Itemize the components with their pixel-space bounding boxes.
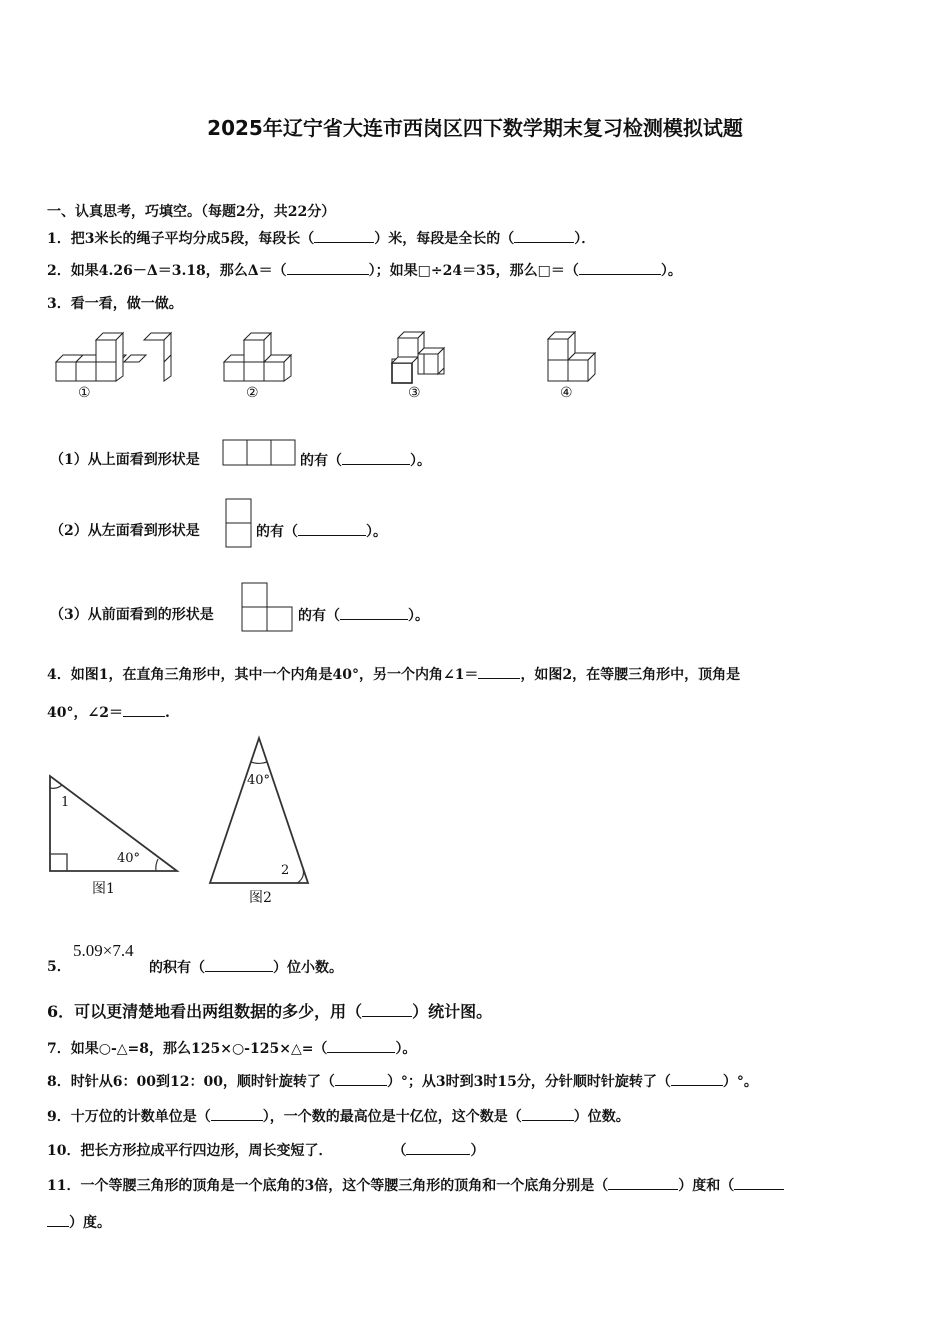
figure-label-4: ④ (560, 385, 573, 401)
q2-text-b: ）；如果□÷24＝35，那么□＝（ (368, 263, 579, 279)
q1-text-b: ）米，每段是全长的（ (374, 231, 515, 247)
q11-text-b: ）度和（ (678, 1178, 735, 1194)
q1-text-c: ）． (574, 231, 596, 247)
question-4-line-1 (47, 664, 740, 685)
top-view-shape (222, 439, 298, 467)
q10-text-a: 10．把长方形拉成平行四边形，周长变短了． (47, 1143, 333, 1159)
question-3: 3．看一看，做一做。 (47, 296, 183, 312)
question-1 (47, 228, 595, 249)
q8-text-c: ）°。 (722, 1074, 758, 1090)
question-11-line-1 (47, 1175, 784, 1196)
section-heading: 一、认真思考，巧填空。（每题2分，共22分） (47, 204, 336, 220)
figure-1-caption: 图1 (92, 881, 115, 897)
figure-1-right-triangle (44, 770, 184, 876)
figure-label-3: ③ (408, 385, 421, 401)
q8-blank-2[interactable] (671, 1071, 723, 1086)
q3-1-text-c: ）。 (410, 453, 431, 469)
q9-text-a: 9．十万位的计数单位是（ (47, 1109, 211, 1125)
q11-blank-1[interactable] (608, 1175, 678, 1190)
q2-text-a: 2．如果4.26－Δ＝3.18，那么Δ＝（ (47, 263, 287, 279)
question-8 (47, 1071, 758, 1092)
q4-text-d: . (164, 705, 170, 721)
q3-2-text-c: ）。 (366, 524, 387, 540)
q4-text-b: ，如图2，在等腰三角形中，顶角是 (520, 667, 741, 683)
q5-number: 5． (47, 959, 71, 975)
cube-figure-4 (548, 332, 595, 381)
q1-blank-2[interactable] (514, 228, 574, 243)
q6-text-a: 6．可以更清楚地看出两组数据的多少，用（ (47, 1002, 363, 1021)
q10-text-c: ） (470, 1143, 485, 1159)
q8-text-a: 8．时针从6：00到12：00，顺时针旋转了（ (47, 1074, 335, 1090)
question-10 (47, 1140, 484, 1161)
q10-blank[interactable] (406, 1140, 470, 1155)
figure-label-1: ① (78, 385, 91, 401)
cube-figure-1 (56, 333, 171, 381)
q5-blank[interactable] (205, 957, 273, 972)
figure-1-angle-40-label: 40° (117, 851, 141, 866)
q3-1-text-b: 的有（ (300, 453, 342, 469)
cube-figures (48, 330, 608, 410)
q11-blank-2a[interactable] (734, 1175, 784, 1190)
q4-blank-2[interactable] (123, 702, 165, 717)
q6-text-b: ）统计图。 (412, 1002, 493, 1021)
q9-text-b: ），一个数的最高位是十亿位，这个数是（ (262, 1109, 522, 1125)
q5-expression: 5.09×7.4 (73, 941, 134, 960)
q8-text-b: ）°；从3时到3时15分，分针顺时针旋转了（ (386, 1074, 671, 1090)
left-view-shape (225, 498, 253, 550)
q4-text-a: 4．如图1，在直角三角形中，其中一个内角是40°，另一个内角∠1＝ (47, 667, 479, 683)
question-7 (47, 1038, 416, 1059)
q9-text-c: ）位数。 (573, 1109, 630, 1125)
question-3-1-answer (300, 450, 431, 471)
question-6 (47, 1002, 492, 1022)
q2-text-c: ）。 (660, 263, 682, 279)
q2-blank-1[interactable] (287, 260, 369, 275)
q9-blank-1[interactable] (211, 1106, 263, 1121)
cube-figure-2 (224, 333, 291, 381)
question-3-1-text: （1）从上面看到形状是 (50, 452, 200, 468)
q2-blank-2[interactable] (579, 260, 661, 275)
q9-blank-2[interactable] (522, 1106, 574, 1121)
front-view-shape (241, 582, 295, 634)
q1-text-a: 1．把3米长的绳子平均分成5段，每段长（ (47, 231, 315, 247)
figure-2-apex-angle-label: 40° (247, 773, 271, 788)
question-3-3-answer (298, 605, 429, 626)
page-title: 2025年辽宁省大连市西岗区四下数学期末复习检测模拟试题 (207, 116, 743, 140)
q7-blank[interactable] (327, 1038, 395, 1053)
figure-2-angle-2-label: 2 (281, 863, 290, 878)
q6-blank[interactable] (362, 1002, 412, 1017)
figure-1-angle-1-label: 1 (61, 795, 70, 810)
q4-blank-1[interactable] (478, 664, 520, 679)
question-11-line-2 (47, 1212, 111, 1233)
q4-text-c: 40°，∠2＝ (47, 705, 123, 721)
q11-text-c: ）度。 (69, 1215, 111, 1231)
q5-text-b: ）位小数。 (273, 960, 343, 976)
q5-text-a: 的积有（ (149, 960, 205, 976)
q1-blank-1[interactable] (314, 228, 374, 243)
q3-3-text-c: ）。 (408, 608, 429, 624)
question-2 (47, 260, 682, 281)
q11-blank-2b[interactable] (47, 1212, 69, 1227)
question-3-2-text: （2）从左面看到形状是 (50, 523, 200, 539)
question-3-2-answer (256, 521, 387, 542)
cube-figure-3 (392, 332, 444, 383)
q8-blank-1[interactable] (335, 1071, 387, 1086)
q7-text-b: ）。 (395, 1041, 417, 1057)
figure-2-isosceles-triangle (205, 735, 313, 887)
question-3-3-text: （3）从前面看到的形状是 (50, 607, 214, 623)
q3-2-text-b: 的有（ (256, 524, 298, 540)
q3-1-blank[interactable] (342, 450, 410, 465)
figure-2-caption: 图2 (249, 890, 272, 906)
question-4-line-2 (47, 702, 170, 723)
q3-3-blank[interactable] (340, 605, 408, 620)
q7-text-a: 7．如果○-△=8，那么125×○-125×△=（ (47, 1041, 328, 1057)
question-5 (149, 957, 343, 978)
q11-text-a: 11．一个等腰三角形的顶角是一个底角的3倍，这个等腰三角形的顶角和一个底角分别是（ (47, 1178, 609, 1194)
q3-3-text-b: 的有（ (298, 608, 340, 624)
question-9 (47, 1106, 630, 1127)
q10-text-b: （ (392, 1143, 407, 1159)
q3-2-blank[interactable] (298, 521, 366, 536)
figure-label-2: ② (246, 385, 259, 401)
